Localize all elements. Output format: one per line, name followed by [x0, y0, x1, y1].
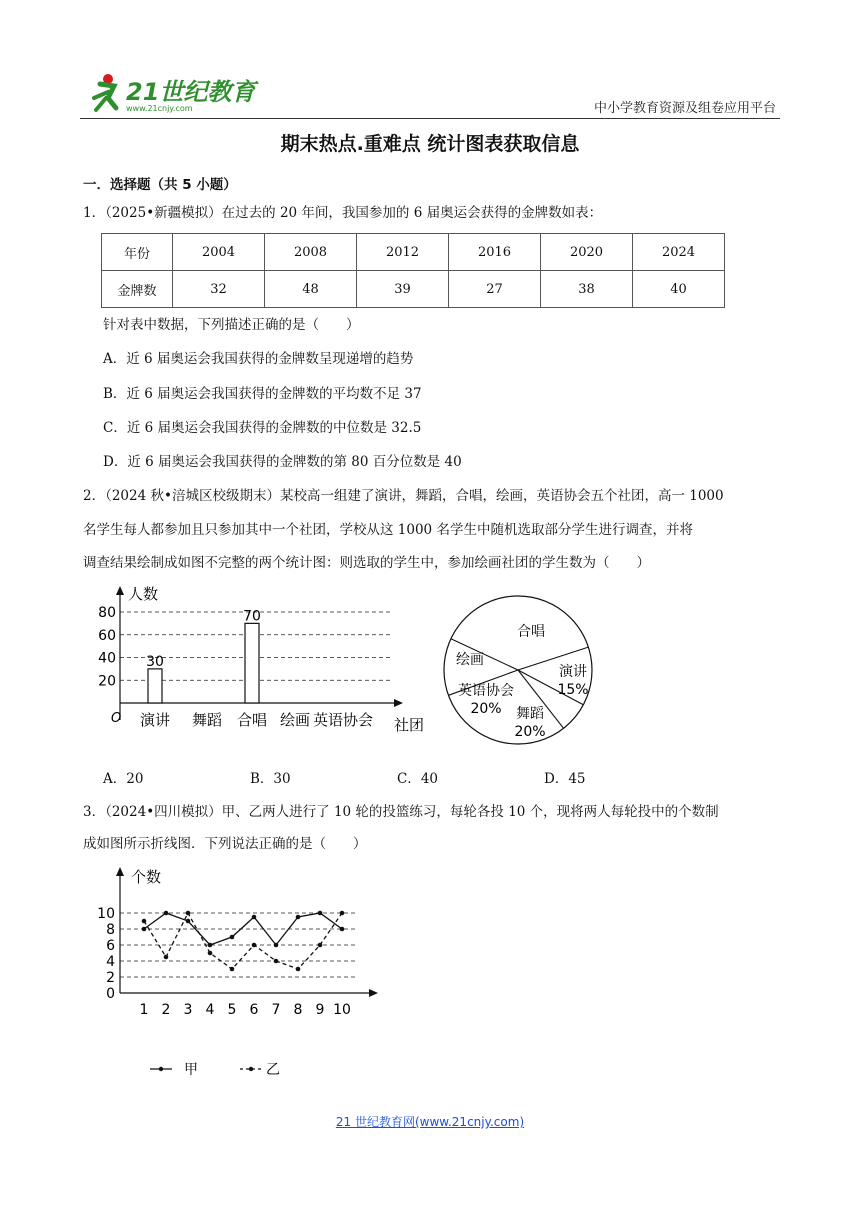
x-tick-label: 4 — [205, 1002, 215, 1018]
y-tick-label: 60 — [98, 627, 116, 644]
q1-number: 1． — [83, 205, 106, 221]
legend-label-jia: 甲 — [184, 1062, 198, 1078]
x-tick-label: 舞蹈 — [191, 711, 223, 729]
y-axis-label: 人数 — [128, 585, 159, 603]
x-tick-label: 2 — [161, 1002, 171, 1018]
data-point — [340, 911, 345, 916]
data-point — [164, 911, 169, 916]
y-tick-label: 10 — [97, 906, 115, 922]
q2-option-a: A．20 — [103, 771, 144, 787]
q1-text: 在过去的 20 年间，我国参加的 6 届奥运会获得的金牌数如表： — [221, 205, 603, 221]
club-bar-chart — [98, 582, 438, 742]
q2-stem-line3: 调查结果绘制成如图不完整的两个统计图：则选取的学生中，参加绘画社团的学生数为（ ） — [83, 555, 650, 571]
x-axis-arrow — [394, 699, 403, 707]
bar-data-label: 30 — [146, 653, 164, 670]
table-cell: 48 — [265, 271, 357, 308]
q1-option-a: A．近 6 届奥运会我国获得的金牌数呈现递增的趋势 — [103, 351, 414, 367]
pie-slice-label: 英语协会 — [458, 683, 514, 699]
q2-option-c: C．40 — [397, 771, 439, 787]
table-cell: 2016 — [449, 234, 541, 271]
x-axis-arrow — [369, 989, 378, 997]
legend-label-yi: 乙 — [266, 1062, 280, 1078]
q2-stem-line2: 名学生每人都参加且只参加其中一个社团，学校从这 1000 名学生中随机选取部分学生进行调查，并将 — [83, 522, 693, 538]
data-point — [274, 959, 279, 964]
data-point — [208, 951, 213, 956]
x-axis-label: 社团 — [394, 716, 425, 734]
x-tick-label: 6 — [249, 1002, 259, 1018]
x-tick-label: 1 — [139, 1002, 149, 1018]
table-row-medals — [102, 271, 725, 308]
data-point — [318, 943, 323, 948]
q3-stem-line1: 3．（2024•四川模拟）甲、乙两人进行了 10 轮的投篮练习，每轮各投 10 个，现将两人每轮投中的个数制 — [83, 804, 719, 820]
y-tick-label: 20 — [98, 673, 116, 690]
x-tick-label: 8 — [293, 1002, 303, 1018]
footer-link[interactable]: 21 世纪教育网(www.21cnjy.com) — [335, 1115, 525, 1129]
series-line-yi — [144, 913, 342, 969]
q2-stem-line1: 2．（2024 秋•涪城区校级期末）某校高一组建了演讲，舞蹈，合唱，绘画，英语协会五个社团，高一 1000 — [83, 488, 724, 504]
bar — [148, 669, 162, 703]
table-cell: 32 — [173, 271, 265, 308]
pie-slice-percent: 20% — [514, 724, 546, 740]
q1-option-c: C．近 6 届奥运会我国获得的金牌数的中位数是 32.5 — [103, 420, 422, 436]
table-cell: 40 — [633, 271, 725, 308]
bar — [245, 623, 259, 703]
pie-slice-percent: 15% — [557, 682, 589, 698]
table-cell: 2004 — [173, 234, 265, 271]
data-point — [186, 919, 191, 924]
pie-slice-label: 合唱 — [517, 624, 545, 640]
x-tick-label: 合唱 — [236, 711, 268, 729]
y-tick-label: 40 — [98, 650, 116, 667]
x-tick-label: 英语协会 — [312, 711, 374, 729]
y-tick-label: 80 — [98, 605, 116, 621]
x-tick-label: 绘画 — [279, 711, 311, 729]
q1-question: 针对表中数据，下列描述正确的是（ ） — [103, 317, 360, 333]
header-divider — [80, 118, 780, 119]
logo-subtext: www.21cnjy.com — [126, 104, 193, 113]
y-axis-arrow — [116, 867, 124, 876]
q1-source: （2025•新疆模拟） — [105, 205, 222, 221]
x-tick-label: 7 — [271, 1002, 281, 1018]
data-point — [252, 943, 257, 948]
platform-name: 中小学教育资源及组卷应用平台 — [593, 101, 776, 116]
pie-slice-percent: 20% — [470, 701, 502, 717]
data-point — [296, 915, 301, 920]
y-tick-label: 2 — [106, 970, 115, 986]
pie-slice-label: 演讲 — [559, 664, 587, 680]
table-cell: 2020 — [541, 234, 633, 271]
q1-stem — [83, 203, 783, 223]
q2-option-d: D．45 — [544, 771, 586, 787]
bar-data-label: 70 — [243, 608, 261, 625]
section-heading: 一．选择题（共 5 小题） — [83, 177, 237, 193]
data-point — [230, 935, 235, 940]
data-point — [274, 943, 279, 948]
q2-option-b: B．30 — [250, 771, 291, 787]
site-logo — [82, 70, 256, 114]
data-point — [142, 919, 147, 924]
runner-logo-icon — [94, 74, 116, 110]
shooting-line-chart — [97, 864, 390, 1084]
data-point — [252, 915, 257, 920]
data-point — [208, 943, 213, 948]
y-tick-label: 0 — [106, 986, 115, 1002]
legend — [150, 1062, 280, 1078]
data-point — [164, 955, 169, 960]
y-tick-label: 8 — [106, 922, 115, 938]
data-point — [230, 967, 235, 972]
page-title: 期末热点.重难点 统计图表获取信息 — [280, 133, 580, 155]
pie-slice-label: 舞蹈 — [516, 706, 544, 722]
data-point — [142, 927, 147, 932]
y-tick-label: 4 — [106, 954, 115, 970]
data-point — [296, 967, 301, 972]
x-tick-label: 10 — [333, 1002, 351, 1018]
x-tick-label: 9 — [315, 1002, 325, 1018]
club-pie-chart — [440, 592, 600, 752]
medal-table — [101, 233, 725, 308]
pie-slice-label: 绘画 — [456, 652, 484, 668]
table-head-medals: 金牌数 — [102, 271, 173, 308]
table-head-year: 年份 — [102, 234, 173, 271]
q3-stem-line2: 成如图所示折线图．下列说法正确的是（ ） — [83, 836, 367, 852]
x-tick-label: 3 — [183, 1002, 193, 1018]
data-point — [186, 911, 191, 916]
table-row-years — [102, 234, 725, 271]
table-cell: 2008 — [265, 234, 357, 271]
table-cell: 2012 — [357, 234, 449, 271]
y-axis-arrow — [116, 586, 124, 595]
table-cell: 27 — [449, 271, 541, 308]
table-cell: 39 — [357, 271, 449, 308]
x-tick-label: 5 — [227, 1002, 237, 1018]
y-axis-label: 个数 — [131, 868, 162, 886]
y-tick-label: 6 — [106, 938, 115, 954]
logo-text: 21世纪教育 — [126, 78, 256, 106]
origin-label: O — [111, 711, 122, 726]
q1-option-b: B．近 6 届奥运会我国获得的金牌数的平均数不足 37 — [103, 386, 422, 402]
x-tick-label: 演讲 — [139, 711, 171, 729]
table-cell: 38 — [541, 271, 633, 308]
data-point — [318, 911, 323, 916]
data-point — [340, 927, 345, 932]
q1-option-d: D．近 6 届奥运会我国获得的金牌数的第 80 百分位数是 40 — [103, 454, 462, 470]
table-cell: 2024 — [633, 234, 725, 271]
